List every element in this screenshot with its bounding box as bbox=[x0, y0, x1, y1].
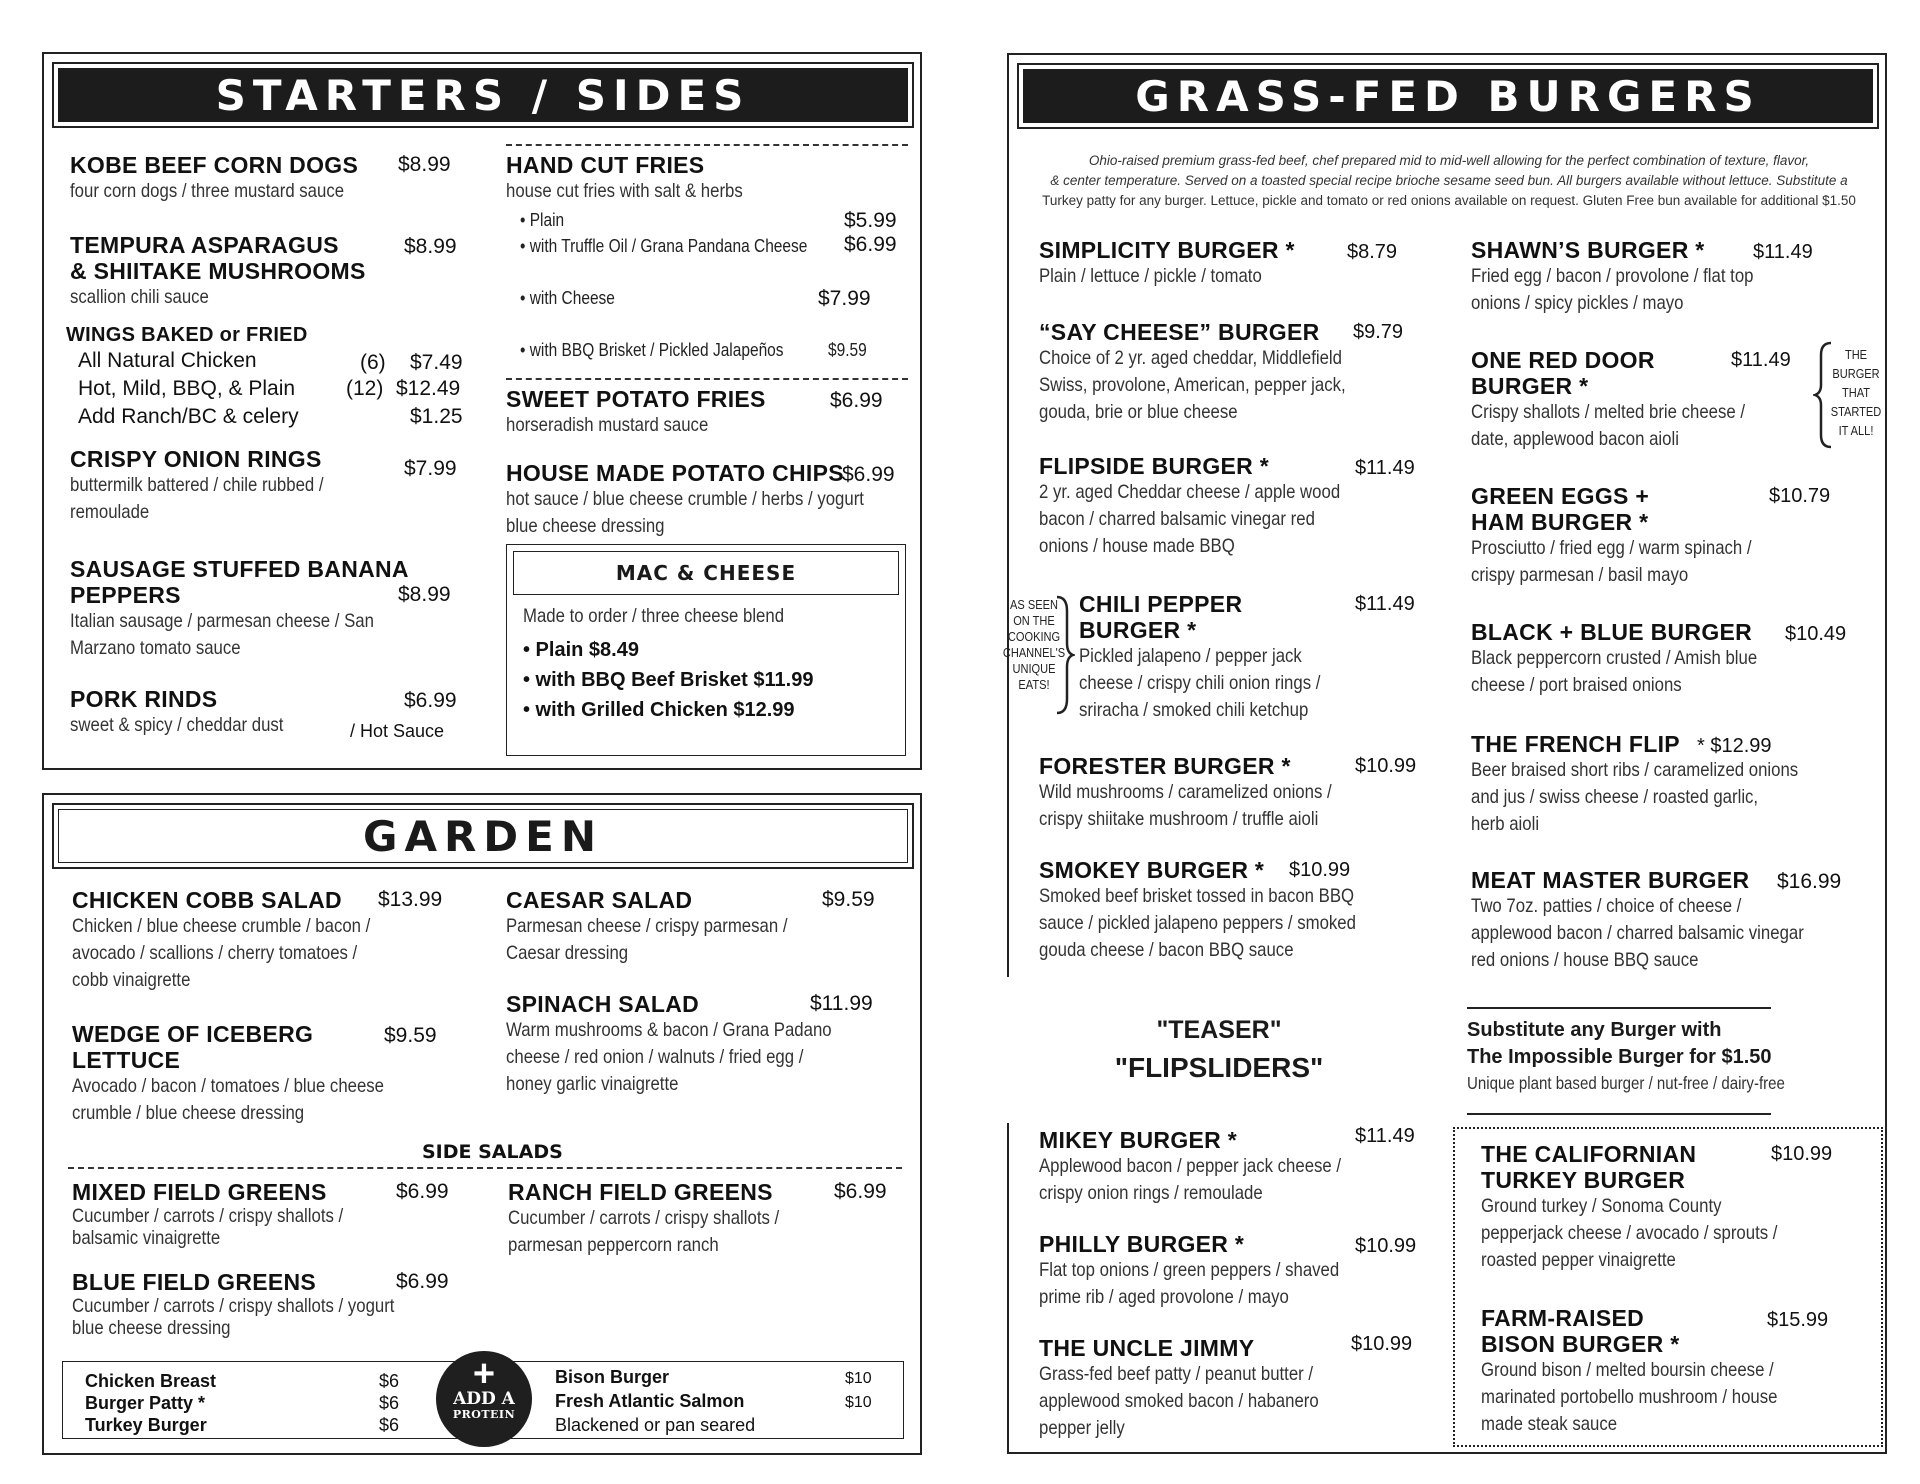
flipside-desc-2: bacon / charred balsamic vinegar red bbox=[1039, 508, 1315, 530]
wings-row-1-price: $7.49 bbox=[410, 351, 463, 374]
blackblue-desc-2: cheese / port braised onions bbox=[1471, 674, 1682, 696]
burgers-intro bbox=[1019, 151, 1879, 211]
burgers-panel bbox=[1002, 53, 1887, 1454]
french-item bbox=[1471, 731, 1871, 838]
rinds-desc-main: sweet & spicy / cheddar dust bbox=[70, 714, 284, 736]
saycheese-desc-3: gouda, brie or blue cheese bbox=[1039, 401, 1238, 423]
fries-opt-2-label: • with Truffle Oil / Grana Pandana Cheese bbox=[520, 236, 808, 256]
garden-title: GARDEN bbox=[58, 809, 908, 863]
wedge-desc-1: Avocado / bacon / tomatoes / blue cheese bbox=[72, 1075, 385, 1097]
tempura-name-1: TEMPURA ASPARAGUS bbox=[70, 232, 339, 258]
banana-price: $8.99 bbox=[398, 583, 451, 606]
spinach-price: $11.99 bbox=[810, 992, 873, 1015]
starters-banner bbox=[52, 62, 914, 128]
flipside-desc-1: 2 yr. aged Cheddar cheese / apple wood bbox=[1039, 481, 1341, 503]
kobe-price: $8.99 bbox=[398, 153, 451, 176]
cobb-price: $13.99 bbox=[378, 888, 443, 911]
bison-desc-3: made steak sauce bbox=[1481, 1413, 1618, 1435]
blue-name: BLUE FIELD GREENS bbox=[72, 1269, 317, 1295]
starters-panel bbox=[42, 52, 922, 770]
fries-item bbox=[506, 152, 906, 205]
plus-icon: + bbox=[472, 1353, 496, 1395]
reddoor-name-1: ONE RED DOOR bbox=[1471, 347, 1655, 373]
sweet-divider bbox=[506, 378, 908, 380]
bison-name-1: FARM-RAISED bbox=[1481, 1305, 1645, 1331]
tempura-price: $8.99 bbox=[404, 235, 457, 258]
flipside-name: FLIPSIDE BURGER * bbox=[1039, 453, 1270, 479]
impossible-block bbox=[1467, 1017, 1887, 1096]
philly-name: PHILLY BURGER * bbox=[1039, 1231, 1245, 1257]
fries-opt-4-label: • with BBQ Brisket / Pickled Jalapeños bbox=[520, 340, 784, 360]
ranch-name: RANCH FIELD GREENS bbox=[508, 1179, 773, 1205]
seen-note-3: COOKING bbox=[1007, 629, 1061, 644]
fries-opt-2-price: $6.99 bbox=[844, 233, 897, 256]
fries-divider-top bbox=[506, 144, 908, 146]
impossible-line-1: Substitute any Burger with bbox=[1467, 1019, 1722, 1041]
meatmaster-price: $16.99 bbox=[1777, 870, 1842, 893]
californian-desc-2: pepperjack cheese / avocado / sprouts / bbox=[1481, 1222, 1778, 1244]
shawn-desc-2: onions / spicy pickles / mayo bbox=[1471, 292, 1684, 314]
french-price: * $12.99 bbox=[1697, 735, 1772, 757]
side-salads-title: SIDE SALADS bbox=[422, 1141, 563, 1163]
saycheese-price: $9.79 bbox=[1353, 321, 1404, 343]
uncle-price: $10.99 bbox=[1351, 1333, 1413, 1355]
mixed-desc-2: balsamic vinaigrette bbox=[72, 1227, 221, 1249]
mixed-name: MIXED FIELD GREENS bbox=[72, 1179, 327, 1205]
uncle-desc-1: Grass-fed beef patty / peanut butter / bbox=[1039, 1363, 1314, 1385]
simplicity-name: SIMPLICITY BURGER * bbox=[1039, 237, 1295, 263]
fries-opt-4-price: $9.59 bbox=[828, 340, 867, 360]
blackblue-desc-1: Black peppercorn crusted / Amish blue bbox=[1471, 647, 1758, 669]
philly-price: $10.99 bbox=[1355, 1235, 1417, 1257]
banana-desc-2: Marzano tomato sauce bbox=[70, 637, 241, 659]
cobb-desc-3: cobb vinaigrette bbox=[72, 969, 191, 991]
tempura-desc: scallion chili sauce bbox=[70, 286, 209, 308]
teaser-line-2: "FLIPSLIDERS" bbox=[1114, 1052, 1324, 1083]
greeneggs-price: $10.79 bbox=[1769, 485, 1831, 507]
fries-desc: house cut fries with salt & herbs bbox=[506, 180, 743, 202]
mixed-price: $6.99 bbox=[396, 1180, 449, 1203]
californian-price: $10.99 bbox=[1771, 1143, 1833, 1165]
protein-left-3-price: $6 bbox=[379, 1415, 400, 1435]
burgers-banner bbox=[1017, 63, 1879, 129]
started-note-3: THAT bbox=[1841, 385, 1871, 400]
chili-desc-1: Pickled jalapeno / pepper jack bbox=[1079, 645, 1302, 667]
burgers-title: GRASS-FED BURGERS bbox=[1023, 69, 1873, 123]
rinds-name: PORK RINDS bbox=[70, 686, 218, 712]
mikey-price: $11.49 bbox=[1355, 1125, 1415, 1147]
onion-desc-2: remoulade bbox=[70, 501, 150, 523]
shawn-price: $11.49 bbox=[1753, 241, 1813, 263]
started-note-2: BURGER bbox=[1832, 366, 1880, 381]
ranch-desc-2: parmesan peppercorn ranch bbox=[508, 1234, 719, 1256]
wings-row-2-qty: (12) bbox=[346, 377, 384, 400]
seen-brace-icon bbox=[1053, 595, 1075, 715]
meatmaster-desc-1: Two 7oz. patties / choice of cheese / bbox=[1471, 895, 1742, 917]
fries-opt-3-price: $7.99 bbox=[818, 287, 871, 310]
protein-left-2-price: $6 bbox=[379, 1393, 400, 1413]
chips-desc-2: blue cheese dressing bbox=[506, 515, 665, 537]
saycheese-name: “SAY CHEESE” BURGER bbox=[1039, 319, 1320, 345]
rinds-extra: / Hot Sauce bbox=[350, 721, 445, 741]
seen-note-4: CHANNEL'S bbox=[1002, 645, 1066, 660]
forester-price: $10.99 bbox=[1355, 755, 1417, 777]
intro-line-1: Ohio-raised premium grass-fed beef, chef prepared mid to mid-well allowing for the perfect combination of texture, flavor, bbox=[1088, 153, 1810, 168]
started-note bbox=[1828, 345, 1884, 440]
started-note-4: STARTED bbox=[1830, 404, 1882, 419]
seen-note-6: EATS! bbox=[1018, 677, 1050, 692]
bison-price: $15.99 bbox=[1767, 1309, 1829, 1331]
flipside-price: $11.49 bbox=[1355, 457, 1415, 479]
shawn-desc-1: Fried egg / bacon / provolone / flat top bbox=[1471, 265, 1754, 287]
wings-row-3-label: Add Ranch/BC & celery bbox=[78, 405, 299, 428]
chili-price: $11.49 bbox=[1355, 593, 1415, 615]
spinach-name: SPINACH SALAD bbox=[506, 991, 700, 1017]
sweet-price: $6.99 bbox=[830, 389, 883, 412]
wedge-name-1: WEDGE OF ICEBERG bbox=[72, 1021, 314, 1047]
banana-name-1: SAUSAGE STUFFED BANANA bbox=[70, 556, 409, 582]
shawn-name: SHAWN’S BURGER * bbox=[1471, 237, 1705, 263]
spinach-desc-2: cheese / red onion / walnuts / fried egg / bbox=[506, 1046, 804, 1068]
protein-left-2-label: Burger Patty * bbox=[85, 1393, 206, 1413]
mac-title-box bbox=[513, 551, 899, 595]
protein-right-2-label: Fresh Atlantic Salmon bbox=[555, 1391, 745, 1411]
wedge-price: $9.59 bbox=[384, 1024, 437, 1047]
chips-desc-1: hot sauce / blue cheese crumble / herbs / yogurt bbox=[506, 488, 864, 510]
wings-row-3-price: $1.25 bbox=[410, 405, 463, 428]
greeneggs-name-2: HAM BURGER * bbox=[1471, 509, 1649, 535]
wedge-desc-2: crumble / blue cheese dressing bbox=[72, 1102, 305, 1124]
wings-row-1-qty: (6) bbox=[360, 351, 386, 374]
french-desc-1: Beer braised short ribs / caramelized onions bbox=[1471, 759, 1799, 781]
flipside-desc-3: onions / house made BBQ bbox=[1039, 535, 1235, 557]
teaser-line-1: "TEASER" bbox=[1156, 1016, 1282, 1044]
protein-left-1-label: Chicken Breast bbox=[85, 1371, 217, 1391]
intro-line-3: Turkey patty for any burger. Lettuce, pickle and tomato or red onions available on request. Gluten Free bun available for additional $1.50 bbox=[1042, 193, 1856, 208]
protein-left-1-price: $6 bbox=[379, 1371, 400, 1391]
cobb-desc-2: avocado / scallions / cherry tomatoes / bbox=[72, 942, 358, 964]
garden-banner bbox=[52, 803, 914, 869]
wings-row-2-price: $12.49 bbox=[396, 377, 461, 400]
forester-desc-2: crispy shiitake mushroom / truffle aioli bbox=[1039, 808, 1319, 830]
californian-desc-3: roasted pepper vinaigrette bbox=[1481, 1249, 1676, 1271]
teaser-gap bbox=[1007, 977, 1011, 1123]
chili-name-2: BURGER * bbox=[1079, 617, 1197, 643]
reddoor-desc-2: date, applewood bacon aioli bbox=[1471, 428, 1679, 450]
smokey-desc-3: gouda cheese / bacon BBQ sauce bbox=[1039, 939, 1294, 961]
greeneggs-desc-2: crispy parmesan / basil mayo bbox=[1471, 564, 1689, 586]
uncle-desc-3: pepper jelly bbox=[1039, 1417, 1125, 1439]
french-desc-3: herb aioli bbox=[1471, 813, 1540, 835]
reddoor-desc-1: Crispy shallots / melted brie cheese / bbox=[1471, 401, 1746, 423]
mixed-desc-1: Cucumber / carrots / crispy shallots / bbox=[72, 1205, 344, 1227]
reddoor-name-2: BURGER * bbox=[1471, 373, 1589, 399]
philly-desc-2: prime rib / aged provolone / mayo bbox=[1039, 1286, 1289, 1308]
chili-desc-3: sriracha / smoked chili ketchup bbox=[1079, 699, 1309, 721]
rinds-price: $6.99 bbox=[404, 689, 457, 712]
californian-name-1: THE CALIFORNIAN bbox=[1481, 1141, 1697, 1167]
blackblue-price: $10.49 bbox=[1785, 623, 1847, 645]
tempura-name-2: & SHIITAKE MUSHROOMS bbox=[70, 258, 366, 284]
onion-price: $7.99 bbox=[404, 457, 457, 480]
chips-name: HOUSE MADE POTATO CHIPS bbox=[506, 460, 844, 486]
kobe-desc: four corn dogs / three mustard sauce bbox=[70, 180, 345, 202]
caesar-name: CAESAR SALAD bbox=[506, 887, 693, 913]
mac-opt-2: • with BBQ Beef Brisket $11.99 bbox=[523, 669, 814, 691]
smokey-desc-2: sauce / pickled jalapeno peppers / smoked bbox=[1039, 912, 1356, 934]
greeneggs-name-1: GREEN EGGS + bbox=[1471, 483, 1650, 509]
started-note-1: THE bbox=[1844, 347, 1868, 362]
cobb-name: CHICKEN COBB SALAD bbox=[72, 887, 342, 913]
saycheese-desc-2: Swiss, provolone, American, pepper jack, bbox=[1039, 374, 1346, 396]
fries-opt-1-price: $5.99 bbox=[844, 209, 897, 232]
mikey-desc-1: Applewood bacon / pepper jack cheese / bbox=[1039, 1155, 1342, 1177]
seen-note-1: AS SEEN bbox=[1010, 597, 1058, 612]
fries-name: HAND CUT FRIES bbox=[506, 152, 705, 178]
ranch-price: $6.99 bbox=[834, 1180, 887, 1203]
chips-price: $6.99 bbox=[842, 463, 895, 486]
bison-name-2: BISON BURGER * bbox=[1481, 1331, 1680, 1357]
caesar-price: $9.59 bbox=[822, 888, 875, 911]
forester-desc-1: Wild mushrooms / caramelized onions / bbox=[1039, 781, 1332, 803]
sweet-name: SWEET POTATO FRIES bbox=[506, 386, 766, 412]
fries-opt-3-label: • with Cheese bbox=[520, 288, 615, 308]
special-box bbox=[1453, 1127, 1883, 1447]
mikey-desc-2: crispy onion rings / remoulade bbox=[1039, 1182, 1263, 1204]
smokey-desc-1: Smoked beef brisket tossed in bacon BBQ bbox=[1039, 885, 1355, 907]
meatmaster-desc-3: red onions / house BBQ sauce bbox=[1471, 949, 1699, 971]
wings-row-1-label: All Natural Chicken bbox=[78, 349, 257, 372]
sweet-desc: horseradish mustard sauce bbox=[506, 414, 709, 436]
protein-right-2-price: $10 bbox=[845, 1394, 872, 1411]
impossible-divider-bottom bbox=[1467, 1113, 1771, 1115]
intro-line-2: & center temperature. Served on a toasted special recipe brioche sesame seed bun. All burgers available without lettuce. Substitute a bbox=[1050, 173, 1848, 188]
protein-left-3-label: Turkey Burger bbox=[85, 1415, 207, 1435]
impossible-divider-top bbox=[1467, 1007, 1771, 1009]
onion-name: CRISPY ONION RINGS bbox=[70, 446, 322, 472]
mac-opt-1: • Plain $8.49 bbox=[523, 639, 639, 661]
uncle-name: THE UNCLE JIMMY bbox=[1039, 1335, 1255, 1361]
add-protein-badge bbox=[436, 1351, 532, 1447]
smokey-name: SMOKEY BURGER * bbox=[1039, 857, 1265, 883]
protein-right-1-price: $10 bbox=[845, 1370, 872, 1387]
cobb-desc-1: Chicken / blue cheese crumble / bacon / bbox=[72, 915, 371, 937]
started-note-5: IT ALL! bbox=[1838, 423, 1874, 438]
philly-desc-1: Flat top onions / green peppers / shaved bbox=[1039, 1259, 1340, 1281]
mikey-name: MIKEY BURGER * bbox=[1039, 1127, 1238, 1153]
french-name: THE FRENCH FLIP bbox=[1471, 731, 1680, 757]
starters-title: STARTERS / SIDES bbox=[58, 68, 908, 122]
reddoor-price: $11.49 bbox=[1731, 349, 1791, 371]
simplicity-desc-1: Plain / lettuce / pickle / tomato bbox=[1039, 265, 1262, 287]
chili-desc-2: cheese / crispy chili onion rings / bbox=[1079, 672, 1321, 694]
bison-desc-1: Ground bison / melted boursin cheese / bbox=[1481, 1359, 1774, 1381]
protein-right-3-label: Blackened or pan seared bbox=[555, 1415, 756, 1435]
wedge-name-2: LETTUCE bbox=[72, 1047, 181, 1073]
simplicity-price: $8.79 bbox=[1347, 241, 1398, 263]
wings-title: WINGS BAKED or FRIED bbox=[66, 324, 308, 346]
meatmaster-name: MEAT MASTER BURGER bbox=[1471, 867, 1750, 893]
spinach-desc-3: honey garlic vinaigrette bbox=[506, 1073, 679, 1095]
ranch-desc-1: Cucumber / carrots / crispy shallots / bbox=[508, 1207, 780, 1229]
smokey-item bbox=[1039, 857, 1439, 964]
side-salads-divider bbox=[68, 1167, 902, 1169]
blue-desc-2: blue cheese dressing bbox=[72, 1317, 231, 1339]
banana-desc-1: Italian sausage / parmesan cheese / San bbox=[70, 610, 374, 632]
californian-name-2: TURKEY BURGER bbox=[1481, 1167, 1686, 1193]
impossible-line-3: Unique plant based burger / nut-free / dairy-free bbox=[1467, 1073, 1785, 1093]
french-desc-2: and jus / swiss cheese / roasted garlic, bbox=[1471, 786, 1759, 808]
uncle-desc-2: applewood smoked bacon / habanero bbox=[1039, 1390, 1319, 1412]
fries-opt-1-label: • Plain bbox=[520, 210, 565, 230]
blue-price: $6.99 bbox=[396, 1270, 449, 1293]
blue-desc-1: Cucumber / carrots / crispy shallots / yogurt bbox=[72, 1295, 395, 1317]
kobe-name: KOBE BEEF CORN DOGS bbox=[70, 152, 359, 178]
caesar-desc-1: Parmesan cheese / crispy parmesan / bbox=[506, 915, 788, 937]
onion-desc-1: buttermilk battered / chile rubbed / bbox=[70, 474, 324, 496]
spinach-desc-1: Warm mushrooms & bacon / Grana Padano bbox=[506, 1019, 832, 1041]
banana-name-2: PEPPERS bbox=[70, 582, 181, 608]
seen-note-2: ON THE bbox=[1013, 613, 1055, 628]
garden-panel bbox=[42, 793, 922, 1455]
californian-desc-1: Ground turkey / Sonoma County bbox=[1481, 1195, 1722, 1217]
protein-right-1-label: Bison Burger bbox=[555, 1367, 670, 1387]
mac-title: MAC & CHEESE bbox=[615, 561, 797, 585]
meatmaster-desc-2: applewood bacon / charred balsamic vinegar bbox=[1471, 922, 1804, 944]
mac-opt-3: • with Grilled Chicken $12.99 bbox=[523, 699, 795, 721]
mac-box bbox=[506, 544, 906, 756]
impossible-line-2: The Impossible Burger for $1.50 bbox=[1467, 1046, 1772, 1068]
greeneggs-desc-1: Prosciutto / fried egg / warm spinach / bbox=[1471, 537, 1752, 559]
chili-name-1: CHILI PEPPER bbox=[1079, 591, 1243, 617]
banana-item bbox=[70, 556, 490, 662]
bison-desc-2: marinated portobello mushroom / house bbox=[1481, 1386, 1778, 1408]
badge-line-2: PROTEIN bbox=[452, 1408, 516, 1421]
forester-name: FORESTER BURGER * bbox=[1039, 753, 1291, 779]
saycheese-desc-1: Choice of 2 yr. aged cheddar, Middlefield bbox=[1039, 347, 1342, 369]
mac-desc: Made to order / three cheese blend bbox=[523, 605, 785, 627]
seen-note-5: UNIQUE bbox=[1012, 661, 1056, 676]
wings-row-2-label: Hot, Mild, BBQ, & Plain bbox=[78, 377, 296, 400]
smokey-price: $10.99 bbox=[1289, 859, 1351, 881]
caesar-desc-2: Caesar dressing bbox=[506, 942, 629, 964]
teaser-block bbox=[1049, 1011, 1389, 1087]
badge-line-1: ADD A bbox=[453, 1389, 515, 1409]
blackblue-name: BLACK + BLUE BURGER bbox=[1471, 619, 1753, 645]
